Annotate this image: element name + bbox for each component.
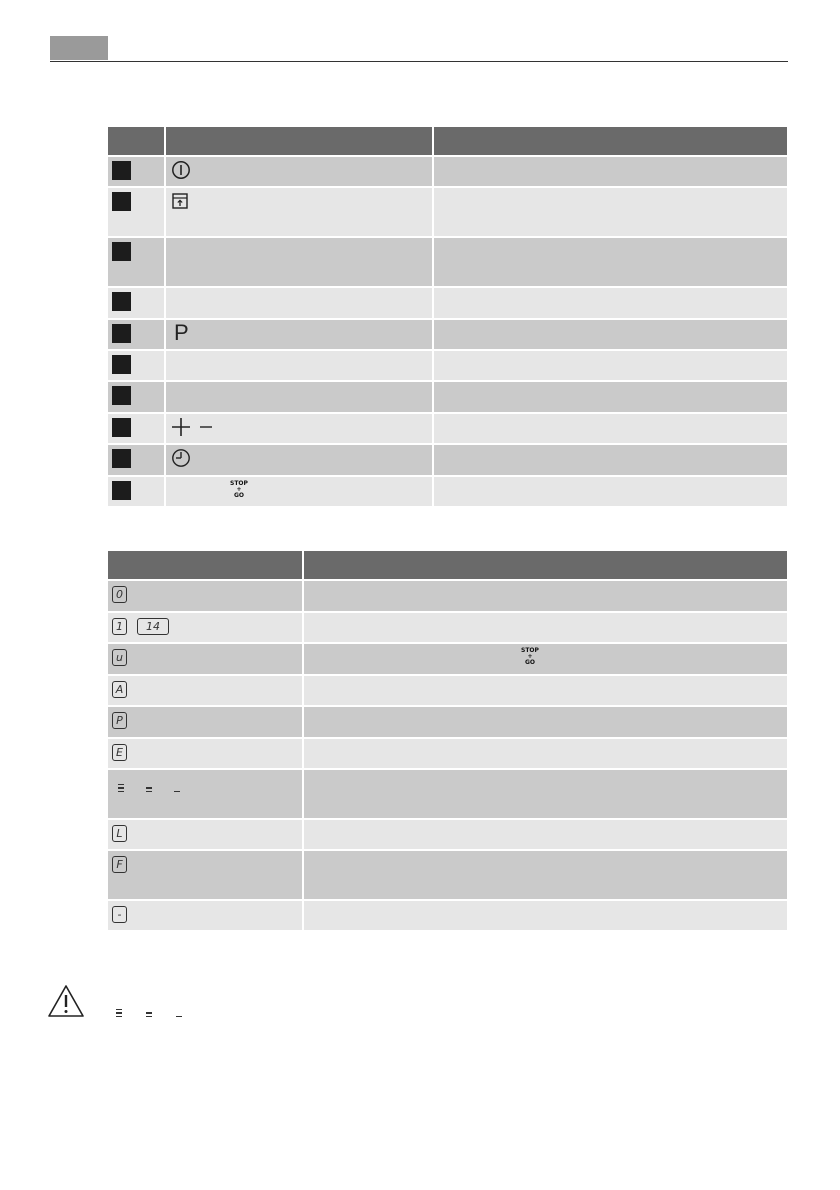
section-tab bbox=[50, 36, 108, 60]
power-icon bbox=[171, 160, 191, 180]
header-cell bbox=[433, 127, 787, 156]
plus-label: + bbox=[236, 486, 242, 493]
item-number-box bbox=[112, 324, 131, 343]
display-code: L bbox=[112, 825, 127, 842]
display-code: u bbox=[112, 649, 127, 666]
display-code: 14 bbox=[137, 618, 169, 635]
item-number-box bbox=[112, 292, 131, 311]
control-panel-table bbox=[108, 127, 787, 508]
table-row bbox=[108, 287, 787, 319]
item-number-box bbox=[112, 355, 131, 374]
item-number-box bbox=[112, 242, 131, 261]
power-boost-symbol: P bbox=[174, 320, 189, 345]
table-row bbox=[108, 675, 787, 706]
header-cell bbox=[108, 127, 165, 156]
lock-icon bbox=[171, 191, 189, 211]
item-number-box bbox=[112, 418, 131, 437]
table-row bbox=[108, 900, 787, 931]
display-code: F bbox=[112, 856, 127, 873]
stop-go-icon bbox=[230, 481, 248, 499]
go-label: GO bbox=[233, 492, 244, 499]
table-row bbox=[108, 381, 787, 413]
header-rule bbox=[50, 61, 788, 62]
header-cell bbox=[303, 551, 787, 580]
table-row bbox=[108, 476, 787, 507]
minus-icon bbox=[199, 417, 213, 437]
residual-heat-high-icon bbox=[118, 778, 126, 792]
item-number-box bbox=[112, 161, 131, 180]
display-code: 1 bbox=[112, 618, 127, 635]
table-row bbox=[108, 580, 787, 612]
residual-heat-indicators bbox=[116, 1003, 184, 1017]
table-row bbox=[108, 444, 787, 476]
table-row bbox=[108, 156, 787, 187]
displays-table bbox=[108, 551, 787, 932]
table-row bbox=[108, 612, 787, 643]
warning-triangle-icon bbox=[47, 984, 85, 1018]
table-row bbox=[108, 738, 787, 769]
stop-label: STOP bbox=[521, 647, 539, 654]
go-label: GO bbox=[524, 659, 535, 666]
residual-heat-low-icon bbox=[174, 778, 182, 792]
table-row bbox=[108, 643, 787, 675]
display-code: 0 bbox=[112, 586, 127, 603]
table-row bbox=[108, 819, 787, 850]
table-row bbox=[108, 706, 787, 738]
table-row bbox=[108, 413, 787, 444]
table-header-row bbox=[108, 127, 787, 156]
clock-icon bbox=[171, 448, 191, 468]
item-number-box bbox=[112, 481, 131, 500]
stop-go-icon bbox=[521, 648, 539, 666]
residual-heat-medium-icon bbox=[146, 1003, 154, 1017]
display-code: P bbox=[112, 712, 127, 729]
display-code: E bbox=[112, 744, 127, 761]
residual-heat-medium-icon bbox=[146, 778, 154, 792]
residual-heat-low-icon bbox=[176, 1003, 184, 1017]
table-row bbox=[108, 319, 787, 350]
plus-icon bbox=[171, 417, 191, 437]
table-row bbox=[108, 769, 787, 819]
item-number-box bbox=[112, 192, 131, 211]
table-row bbox=[108, 187, 787, 237]
stop-label: STOP bbox=[230, 480, 248, 487]
display-code: A bbox=[112, 681, 127, 698]
residual-heat-high-icon bbox=[116, 1003, 124, 1017]
header-cell bbox=[165, 127, 433, 156]
item-number-box bbox=[112, 386, 131, 405]
table-header-row bbox=[108, 551, 787, 580]
table-row bbox=[108, 850, 787, 900]
table-row bbox=[108, 350, 787, 381]
plus-label: + bbox=[527, 653, 533, 660]
display-code: - bbox=[112, 906, 127, 923]
item-number-box bbox=[112, 449, 131, 468]
header-cell bbox=[108, 551, 303, 580]
table-row bbox=[108, 237, 787, 287]
